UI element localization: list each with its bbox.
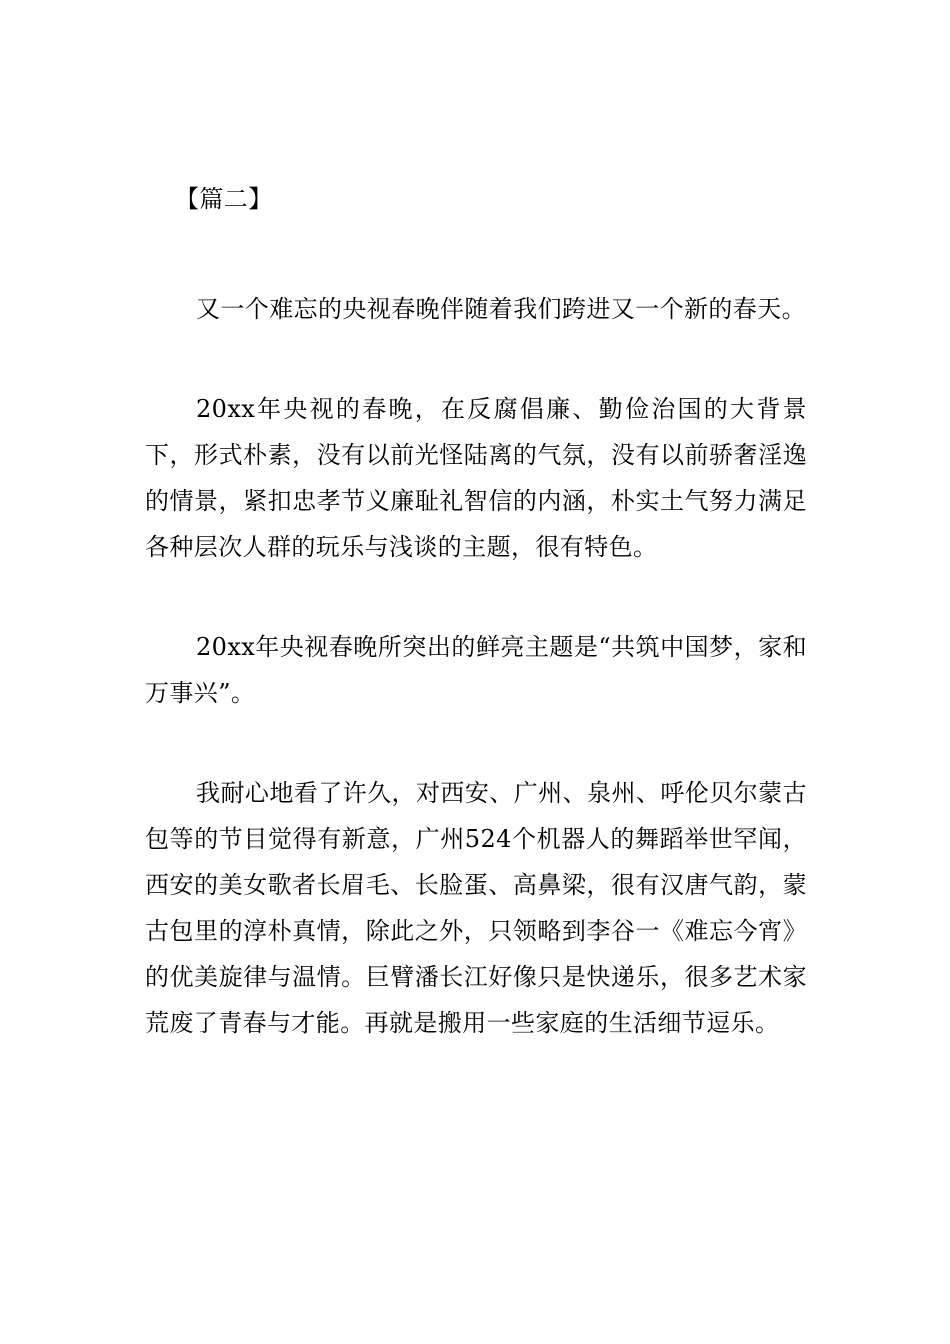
paragraph-2: 20xx年央视的春晚，在反腐倡廉、勤俭治国的大背景下，形式朴素，没有以前光怪陆离的气氛，没有以前骄奢淫逸的情景，紧扣忠孝节义廉耻礼智信的内涵，朴实土气努力满足各种层次人群的玩乐与浅谈的主题，很有特色。 (145, 395, 807, 561)
paragraph-4: 我耐心地看了许久，对西安、广州、泉州、呼伦贝尔蒙古包等的节目觉得有新意，广州524个机器人的舞蹈举世罕闻，西安的美女歌者长眉毛、长脸蛋、高鼻梁，很有汉唐气韵，蒙古包里的淳朴真情，除此之外，只领略到李谷一《难忘今宵》的优美旋律与温情。巨臂潘长江好像只是快递乐，很多艺术家荒废了青春与才能。再就是搬用一些家庭的生活细节逗乐。 (145, 779, 807, 1037)
section-heading: 【篇二】 (175, 185, 273, 213)
document-body (145, 176, 807, 1046)
paragraph-3: 20xx年央视春晚所突出的鲜亮主题是“共筑中国梦，家和万事兴”。 (145, 633, 807, 707)
paragraph-1: 又一个难忘的央视春晚伴随着我们跨进又一个新的春天。 (196, 295, 806, 323)
